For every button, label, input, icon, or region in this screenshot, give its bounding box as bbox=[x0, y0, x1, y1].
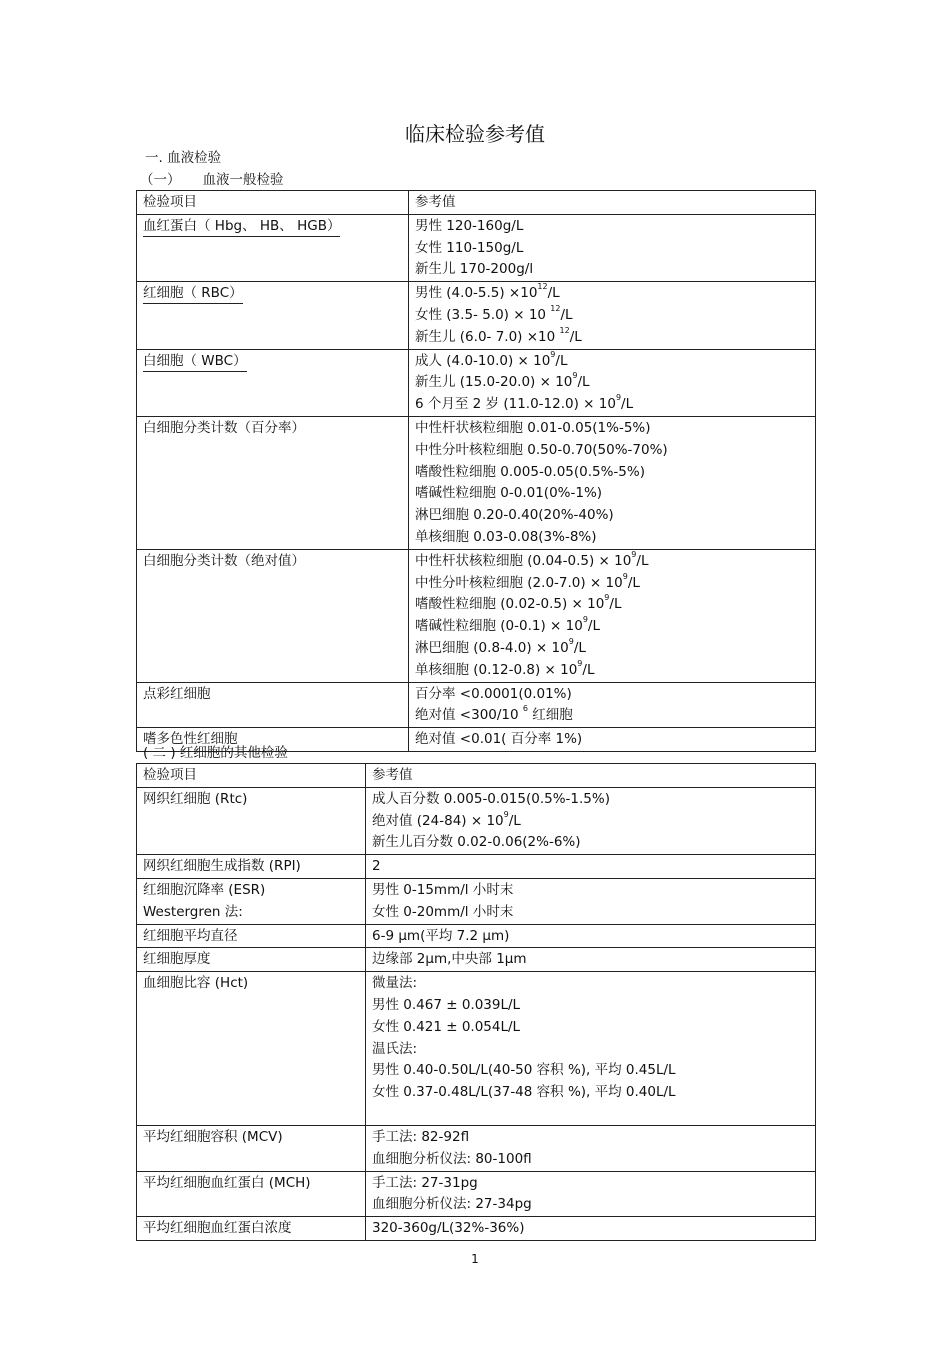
table-row bbox=[137, 948, 816, 972]
test-item-cell bbox=[137, 1171, 366, 1217]
table-row bbox=[137, 214, 816, 281]
value-line: 320-360g/L(32%-36%) bbox=[372, 1220, 525, 1237]
value-text: 女性 (3.5- 5.0) × 10 bbox=[415, 306, 551, 323]
reference-cell bbox=[366, 924, 816, 948]
table-row bbox=[137, 972, 816, 1126]
table-row bbox=[137, 1171, 816, 1217]
test-item: 白细胞分类计数（绝对值） bbox=[143, 552, 305, 569]
exponent: 9 bbox=[631, 549, 637, 559]
value-line bbox=[372, 811, 809, 833]
exponent: 9 bbox=[615, 393, 622, 403]
value-line: 淋巴细胞 0.20-0.40(20%-40%) bbox=[415, 507, 614, 524]
subsection-number: （一） bbox=[140, 172, 181, 188]
test-item-cell bbox=[137, 948, 366, 972]
value-line: 新生儿 170-200g/l bbox=[415, 261, 534, 278]
value-unit: /L bbox=[621, 396, 634, 413]
test-item: 嗜多色性红细胞 bbox=[143, 731, 238, 748]
table-row bbox=[137, 878, 816, 924]
value-line: 女性 0.421 ± 0.054L/L bbox=[372, 1018, 521, 1035]
test-item: 平均红细胞血红蛋白浓度 bbox=[143, 1220, 292, 1237]
value-line: 微量法: bbox=[372, 975, 418, 992]
value-line: 血细胞分析仪法: 27-34pg bbox=[372, 1196, 532, 1213]
value-unit: /L bbox=[560, 306, 573, 323]
value-line: 女性 0.37-0.48L/L(37-48 容积 %), 平均 0.40L/L bbox=[372, 1084, 676, 1101]
test-item-cell bbox=[137, 349, 409, 416]
test-item: 血细胞比容 (Hct) bbox=[143, 975, 249, 992]
subsection-title: 血液一般检验 bbox=[202, 172, 284, 188]
value-line: 女性 110-150g/L bbox=[415, 239, 524, 256]
value-unit: /L bbox=[582, 661, 595, 678]
exponent: 12 bbox=[559, 325, 570, 335]
value-line bbox=[415, 283, 809, 305]
value-line: 绝对值 <0.01( 百分率 1%) bbox=[415, 731, 583, 748]
value-text: 成人 (4.0-10.0) × 10 bbox=[415, 352, 551, 369]
value-text: 单核细胞 (0.12-0.8) × 10 bbox=[415, 661, 578, 678]
table-row bbox=[137, 1217, 816, 1241]
table-row bbox=[137, 787, 816, 854]
test-item: 平均红细胞血红蛋白 (MCH) bbox=[143, 1174, 311, 1191]
value-line bbox=[415, 372, 809, 394]
reference-cell bbox=[366, 878, 816, 924]
value-line: 男性 0.40-0.50L/L(40-50 容积 %), 平均 0.45L/L bbox=[372, 1062, 676, 1079]
reference-cell bbox=[409, 549, 816, 682]
table-row bbox=[137, 1125, 816, 1171]
value-line bbox=[415, 327, 809, 349]
value-line bbox=[415, 638, 809, 660]
value-line: 单核细胞 0.03-0.08(3%-8%) bbox=[415, 528, 597, 545]
value-text: 嗜碱性粒细胞 (0-0.1) × 10 bbox=[415, 618, 583, 635]
test-item-cell bbox=[137, 855, 366, 879]
value-line bbox=[415, 705, 809, 727]
value-text: 新生儿 (6.0- 7.0) ×10 bbox=[415, 328, 560, 345]
table-row bbox=[137, 349, 816, 416]
value-unit: /L bbox=[555, 352, 568, 369]
value-unit: /L bbox=[569, 328, 582, 345]
table-row bbox=[137, 416, 816, 549]
reference-cell bbox=[409, 282, 816, 349]
value-text: 淋巴细胞 (0.8-4.0) × 10 bbox=[415, 639, 569, 656]
test-item: 点彩红细胞 bbox=[143, 685, 211, 702]
value-line: 手工法: 27-31pg bbox=[372, 1174, 478, 1191]
value-line: 男性 0-15mm/l 小时末 bbox=[372, 881, 514, 898]
test-item-cell bbox=[137, 282, 409, 349]
value-unit: /L bbox=[609, 596, 622, 613]
test-item-cell bbox=[137, 972, 366, 1126]
reference-cell bbox=[366, 1171, 816, 1217]
reference-cell bbox=[409, 728, 816, 752]
table-header-row bbox=[137, 764, 816, 788]
reference-cell bbox=[366, 1217, 816, 1241]
table-row bbox=[137, 282, 816, 349]
exponent: 6 bbox=[522, 704, 528, 714]
test-item: 白细胞分类计数（百分率） bbox=[143, 419, 305, 436]
value-line bbox=[415, 594, 809, 616]
reference-cell bbox=[366, 855, 816, 879]
exponent: 9 bbox=[604, 593, 610, 603]
test-item-cell bbox=[137, 214, 409, 281]
value-line bbox=[415, 551, 809, 573]
header-item: 检验项目 bbox=[137, 764, 366, 788]
test-item: 红细胞（ RBC） bbox=[143, 284, 243, 304]
value-line: 中性杆状核粒细胞 0.01-0.05(1%-5%) bbox=[415, 419, 651, 436]
value-text: 男性 (4.0-5.5) ×10 bbox=[415, 285, 538, 302]
value-line: 嗜碱性粒细胞 0-0.01(0%-1%) bbox=[415, 485, 603, 502]
exponent: 9 bbox=[622, 571, 628, 581]
value-unit: /L bbox=[587, 618, 600, 635]
test-item-cell bbox=[137, 416, 409, 549]
value-line: 新生儿百分数 0.02-0.06(2%-6%) bbox=[372, 834, 581, 851]
value-line bbox=[415, 305, 809, 327]
value-line: 成人百分数 0.005-0.015(0.5%-1.5%) bbox=[372, 790, 610, 807]
test-item-cell bbox=[137, 924, 366, 948]
value-line: 边缘部 2μm,中央部 1μm bbox=[372, 951, 527, 968]
value-line: 男性 120-160g/L bbox=[415, 217, 524, 234]
test-item: 血红蛋白（ Hbg、 HB、 HGB） bbox=[143, 217, 340, 237]
test-item-cell bbox=[137, 878, 366, 924]
table-header-row bbox=[137, 191, 816, 215]
test-item: 白细胞（ WBC） bbox=[143, 352, 247, 372]
value-line bbox=[415, 660, 809, 682]
value-line: 中性分叶核粒细胞 0.50-0.70(50%-70%) bbox=[415, 441, 668, 458]
value-line: 嗜酸性粒细胞 0.005-0.05(0.5%-5%) bbox=[415, 463, 645, 480]
header-value: 参考值 bbox=[366, 764, 816, 788]
value-line bbox=[415, 616, 809, 638]
table-row bbox=[137, 682, 816, 728]
value-text: 6 个月至 2 岁 (11.0-12.0) × 10 bbox=[415, 396, 616, 413]
value-unit: /L bbox=[636, 552, 649, 569]
value-line: 2 bbox=[372, 858, 381, 875]
test-item: 网织红细胞生成指数 (RPI) bbox=[143, 858, 301, 875]
value-line bbox=[415, 394, 809, 416]
value-line: 温氏法: bbox=[372, 1040, 418, 1057]
test-item-cell bbox=[137, 1125, 366, 1171]
exponent: 9 bbox=[572, 371, 578, 381]
table-row bbox=[137, 855, 816, 879]
red-cell-table bbox=[136, 763, 816, 1241]
blood-routine-table bbox=[136, 190, 816, 752]
value-text: 嗜酸性粒细胞 (0.02-0.5) × 10 bbox=[415, 596, 605, 613]
reference-cell bbox=[409, 682, 816, 728]
value-unit: /L bbox=[573, 639, 586, 656]
exponent: 12 bbox=[550, 303, 561, 313]
value-text: 绝对值 <300/10 bbox=[415, 707, 523, 724]
value-unit: /L bbox=[627, 574, 640, 591]
exponent: 9 bbox=[568, 636, 574, 646]
value-line bbox=[415, 351, 809, 373]
reference-cell bbox=[366, 972, 816, 1126]
reference-cell bbox=[366, 1125, 816, 1171]
reference-cell bbox=[366, 787, 816, 854]
test-item: 红细胞平均直径 bbox=[143, 927, 238, 944]
value-line: 6-9 μm(平均 7.2 μm) bbox=[372, 927, 510, 944]
header-item: 检验项目 bbox=[137, 191, 409, 215]
test-item-cell bbox=[137, 682, 409, 728]
subsection-heading-2: ( 二 ) 红细胞的其他检验 bbox=[143, 745, 288, 761]
test-item: 平均红细胞容积 (MCV) bbox=[143, 1128, 283, 1145]
page-title: 临床检验参考值 bbox=[405, 122, 545, 146]
value-line: 女性 0-20mm/l 小时末 bbox=[372, 903, 514, 920]
value-line bbox=[372, 1104, 809, 1125]
value-line: 血细胞分析仪法: 80-100fl bbox=[372, 1150, 532, 1167]
header-value: 参考值 bbox=[409, 191, 816, 215]
value-line: 男性 0.467 ± 0.039L/L bbox=[372, 996, 521, 1013]
test-item: Westergren 法: bbox=[143, 903, 243, 920]
test-item-cell bbox=[137, 549, 409, 682]
value-text: 绝对值 (24-84) × 10 bbox=[372, 812, 504, 829]
section-heading: 一. 血液检验 bbox=[145, 150, 222, 166]
reference-cell bbox=[409, 416, 816, 549]
exponent: 9 bbox=[577, 658, 583, 668]
test-item: 红细胞厚度 bbox=[143, 951, 211, 968]
test-item-cell bbox=[137, 787, 366, 854]
table-row bbox=[137, 549, 816, 682]
exponent: 9 bbox=[503, 809, 509, 819]
value-unit: 红细胞 bbox=[527, 707, 573, 724]
exponent: 9 bbox=[582, 615, 588, 625]
exponent: 12 bbox=[537, 282, 548, 292]
value-unit: /L bbox=[577, 374, 590, 391]
test-item: 网织红细胞 (Rtc) bbox=[143, 790, 248, 807]
subsection-heading bbox=[140, 168, 284, 188]
test-item-cell bbox=[137, 1217, 366, 1241]
value-unit: /L bbox=[547, 285, 560, 302]
value-line: 百分率 <0.0001(0.01%) bbox=[415, 685, 572, 702]
value-line bbox=[415, 573, 809, 595]
test-item: 红细胞沉降率 (ESR) bbox=[143, 881, 266, 898]
value-text: 中性杆状核粒细胞 (0.04-0.5) × 10 bbox=[415, 552, 632, 569]
value-text: 新生儿 (15.0-20.0) × 10 bbox=[415, 374, 573, 391]
page-number: 1 bbox=[471, 1252, 479, 1266]
value-line: 手工法: 82-92fl bbox=[372, 1128, 470, 1145]
reference-cell bbox=[409, 349, 816, 416]
value-unit: /L bbox=[508, 812, 521, 829]
table-row bbox=[137, 924, 816, 948]
reference-cell bbox=[409, 214, 816, 281]
value-text: 中性分叶核粒细胞 (2.0-7.0) × 10 bbox=[415, 574, 623, 591]
reference-cell bbox=[366, 948, 816, 972]
exponent: 9 bbox=[550, 349, 556, 359]
